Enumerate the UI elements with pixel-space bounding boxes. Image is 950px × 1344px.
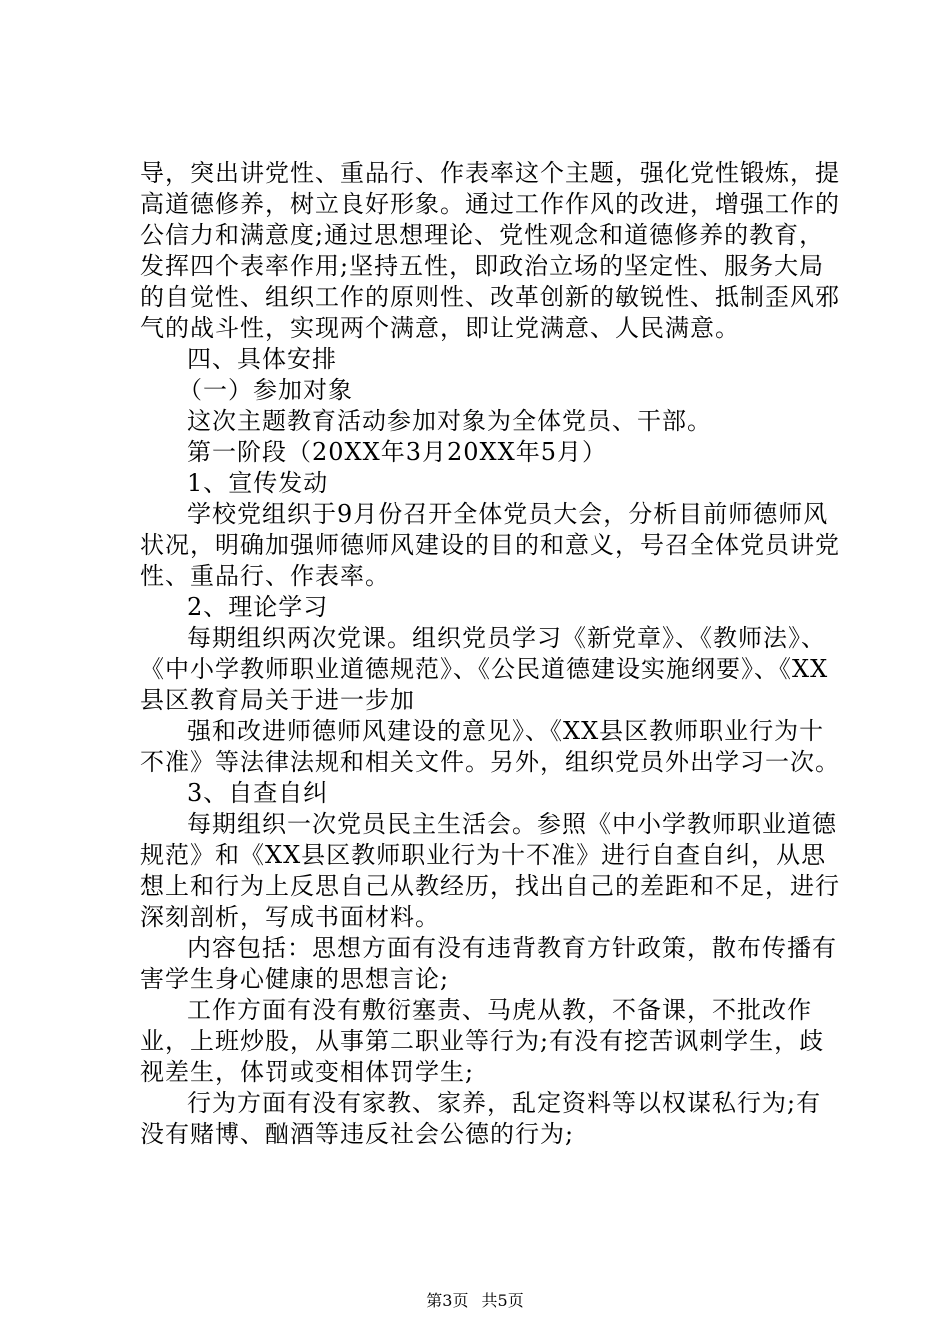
paragraph-publicity: 学校党组织于9月份召开全体党员大会，分析目前师德师风状况，明确加强师德师风建设的目的和意义，号召全体党员讲党性、重品行、作表率。 — [140, 500, 840, 590]
item-heading-theory: 2、理论学习 — [187, 593, 329, 621]
paragraph-content-work: 工作方面有没有敷衍塞责、马虎从教，不备课，不批改作业，上班炒股，从事第二职业等行为;有没有挖苦讽刺学生，歧视差生，体罚或变相体罚学生; — [140, 996, 825, 1086]
paragraph-content-behavior: 行为方面有没有家教、家养，乱定资料等以权谋私行为;有没有赌博、酗酒等违反社会公德的行为; — [140, 1089, 822, 1148]
subsection-heading-participants: （一）参加对象 — [178, 376, 353, 404]
stage-heading: 第一阶段（20XX年3月20XX年5月） — [187, 438, 607, 466]
page-number: 第3页 — [426, 1291, 469, 1310]
paragraph-theory-part2: 强和改进师德师风建设的意见》、《XX县区教师职业行为十不准》等法律法规和相关文件。另外，组织党员外出学习一次。 — [140, 717, 840, 776]
item-heading-self-check: 3、自查自纠 — [187, 779, 329, 807]
document-body — [140, 158, 840, 1150]
paragraph-content-thought: 内容包括：思想方面有没有违背教育方针政策，散布传播有害学生身心健康的思想言论; — [140, 934, 837, 993]
paragraph-self-check: 每期组织一次党员民主生活会。参照《中小学教师职业道德规范》和《XX县区教师职业行为十不准》进行自查自纠，从思想上和行为上反思自己从教经历，找出自己的差距和不足，进行深刻剖析，写成书面材料。 — [140, 810, 840, 931]
page-footer — [0, 1291, 950, 1311]
section-heading-arrangement: 四、具体安排 — [187, 345, 337, 373]
paragraph-participants: 这次主题教育活动参加对象为全体党员、干部。 — [187, 407, 712, 435]
paragraph-continuation: 导，突出讲党性、重品行、作表率这个主题，强化党性锻炼，提高道德修养，树立良好形象。通过工作作风的改进，增强工作的公信力和满意度;通过思想理论、党性观念和道德修养的教育，发挥四个表率作用;坚持五性，即政治立场的坚定性、服务大局的自觉性、组织工作的原则性、改革创新的敏锐性、抵制歪风邪气的战斗性，实现两个满意，即让党满意、人民满意。 — [140, 159, 840, 342]
item-heading-publicity: 1、宣传发动 — [187, 469, 329, 497]
paragraph-theory-part1: 每期组织两次党课。组织党员学习《新党章》、《教师法》、《中小学教师职业道德规范》、《公民道德建设实施纲要》、《XX县区教育局关于进一步加 — [140, 624, 829, 714]
page-total: 共5页 — [481, 1291, 524, 1310]
